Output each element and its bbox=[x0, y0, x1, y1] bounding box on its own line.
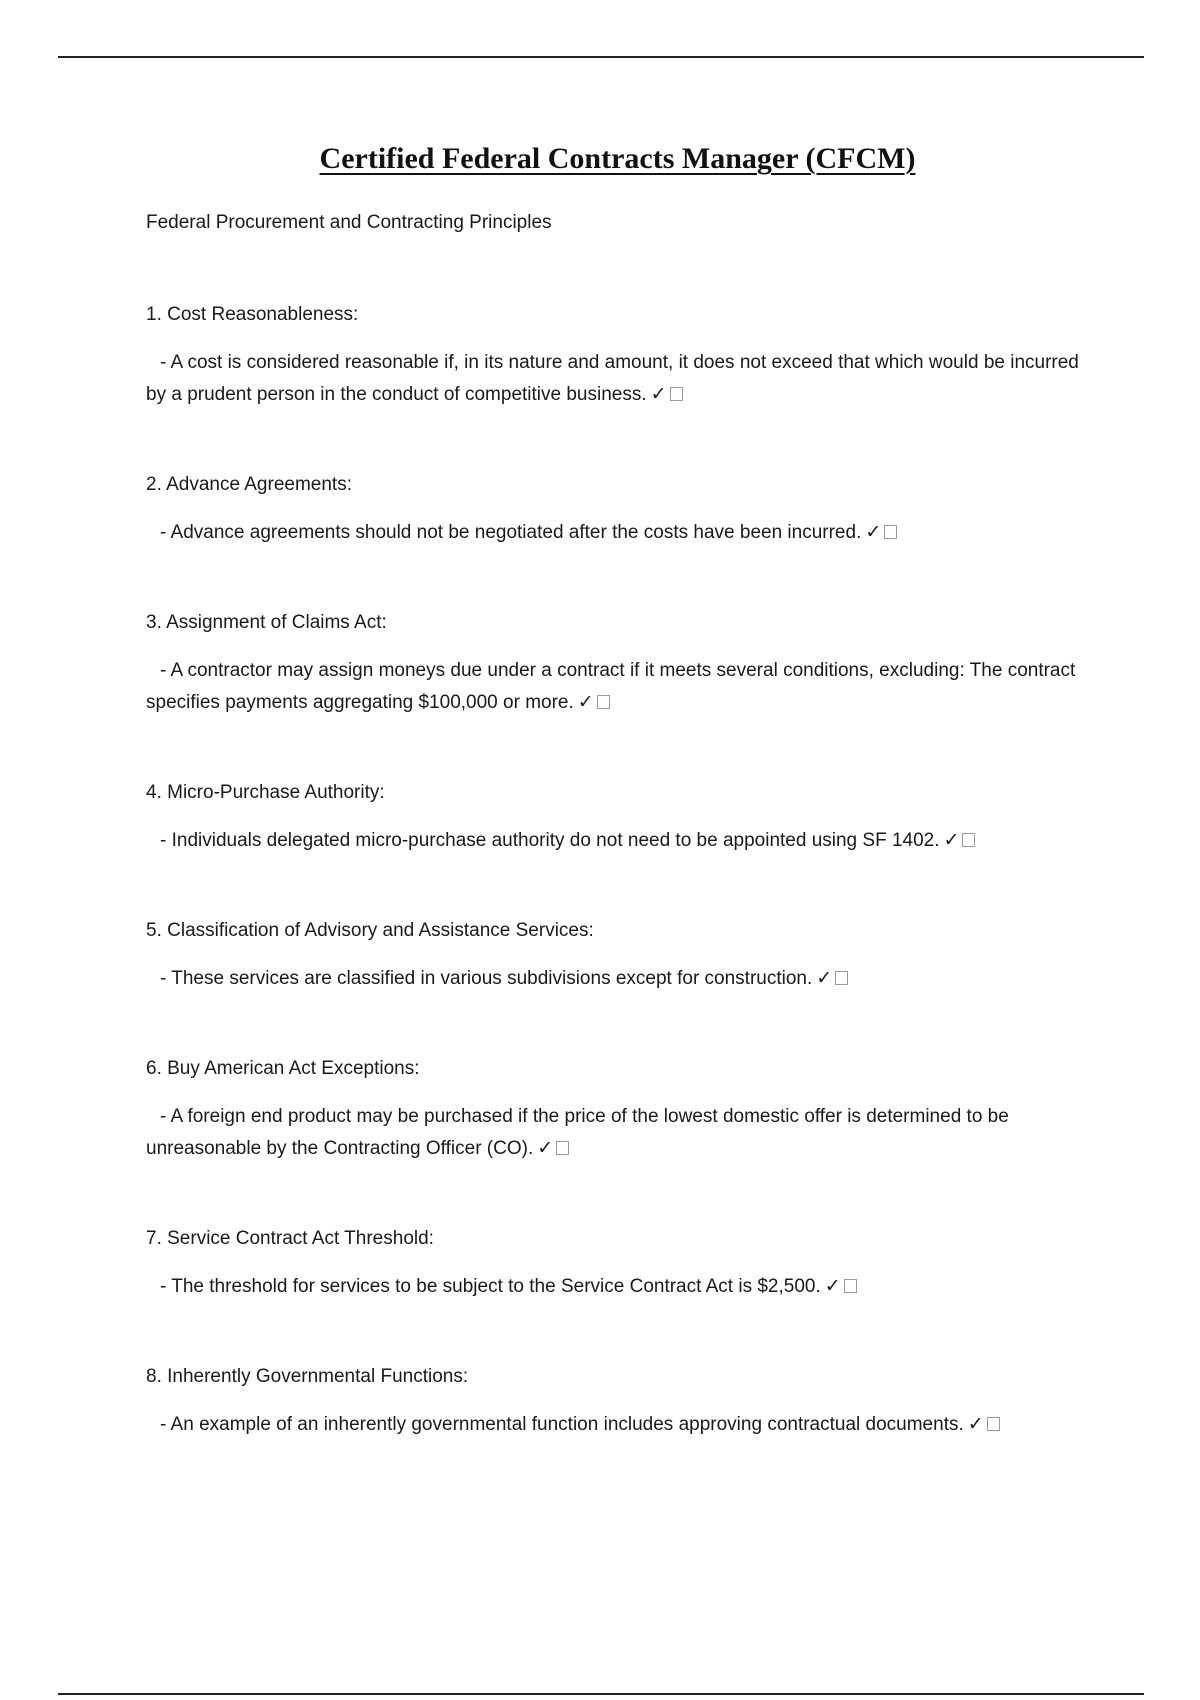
check-mark-icon: ✓ bbox=[577, 692, 594, 713]
item-body bbox=[146, 347, 1096, 411]
item-body bbox=[146, 1101, 1096, 1165]
checkbox-icon bbox=[597, 695, 610, 709]
item-body bbox=[146, 825, 1096, 857]
checkbox-icon bbox=[670, 387, 683, 401]
item-body bbox=[146, 1271, 1096, 1303]
item-heading: 6. Buy American Act Exceptions: bbox=[146, 1058, 420, 1079]
item-heading: 5. Classification of Advisory and Assistance Services: bbox=[146, 920, 594, 941]
checkbox-icon bbox=[556, 1141, 569, 1155]
list-item bbox=[146, 919, 1096, 995]
item-text: - A cost is considered reasonable if, in its nature and amount, it does not exceed that which would be incurred by a prudent person in the conduct of competitive business. bbox=[146, 352, 1079, 405]
item-body bbox=[146, 517, 1096, 549]
item-text: - A foreign end product may be purchased if the price of the lowest domestic offer is determined to be unreasonable by the Contracting Officer (CO). bbox=[146, 1106, 1009, 1159]
checkbox-icon bbox=[844, 1279, 857, 1293]
check-mark-icon: ✓ bbox=[650, 384, 667, 405]
item-body bbox=[146, 655, 1096, 719]
item-heading: 4. Micro-Purchase Authority: bbox=[146, 782, 385, 803]
list-item bbox=[146, 473, 1096, 549]
item-text: - These services are classified in various subdivisions except for construction. bbox=[160, 968, 813, 989]
document-subtitle: Federal Procurement and Contracting Principles bbox=[146, 212, 552, 233]
check-mark-icon: ✓ bbox=[816, 968, 833, 989]
item-heading: 2. Advance Agreements: bbox=[146, 474, 352, 495]
item-body bbox=[146, 1409, 1096, 1441]
item-heading: 1. Cost Reasonableness: bbox=[146, 304, 359, 325]
checkbox-icon bbox=[987, 1417, 1000, 1431]
item-text: - Individuals delegated micro-purchase authority do not need to be appointed using SF 1402. bbox=[160, 830, 940, 851]
list-item bbox=[146, 1227, 1096, 1303]
item-text: - Advance agreements should not be negotiated after the costs have been incurred. bbox=[160, 522, 862, 543]
list-item bbox=[146, 1057, 1096, 1165]
item-text: - The threshold for services to be subject to the Service Contract Act is $2,500. bbox=[160, 1276, 821, 1297]
check-mark-icon: ✓ bbox=[967, 1414, 984, 1435]
list-item bbox=[146, 303, 1096, 411]
check-mark-icon: ✓ bbox=[943, 830, 960, 851]
list-item bbox=[146, 611, 1096, 719]
principles-list bbox=[146, 303, 1096, 1441]
item-heading: 8. Inherently Governmental Functions: bbox=[146, 1366, 469, 1387]
item-body bbox=[146, 963, 1096, 995]
checkbox-icon bbox=[835, 971, 848, 985]
item-heading: 7. Service Contract Act Threshold: bbox=[146, 1228, 434, 1249]
item-text: - A contractor may assign moneys due under a contract if it meets several conditions, excluding: The contract specifies payments aggregating $100,000 or more. bbox=[146, 660, 1076, 713]
checkbox-icon bbox=[962, 833, 975, 847]
top-divider bbox=[58, 56, 1144, 58]
list-item bbox=[146, 781, 1096, 857]
document-title: Certified Federal Contracts Manager (CFCM) bbox=[319, 142, 916, 175]
check-mark-icon: ✓ bbox=[824, 1276, 841, 1297]
item-heading: 3. Assignment of Claims Act: bbox=[146, 612, 387, 633]
check-mark-icon: ✓ bbox=[865, 522, 882, 543]
bottom-divider bbox=[58, 1693, 1144, 1695]
item-text: - An example of an inherently governmental function includes approving contractual documents. bbox=[160, 1414, 964, 1435]
check-mark-icon: ✓ bbox=[537, 1138, 554, 1159]
checkbox-icon bbox=[884, 525, 897, 539]
list-item bbox=[146, 1365, 1096, 1441]
